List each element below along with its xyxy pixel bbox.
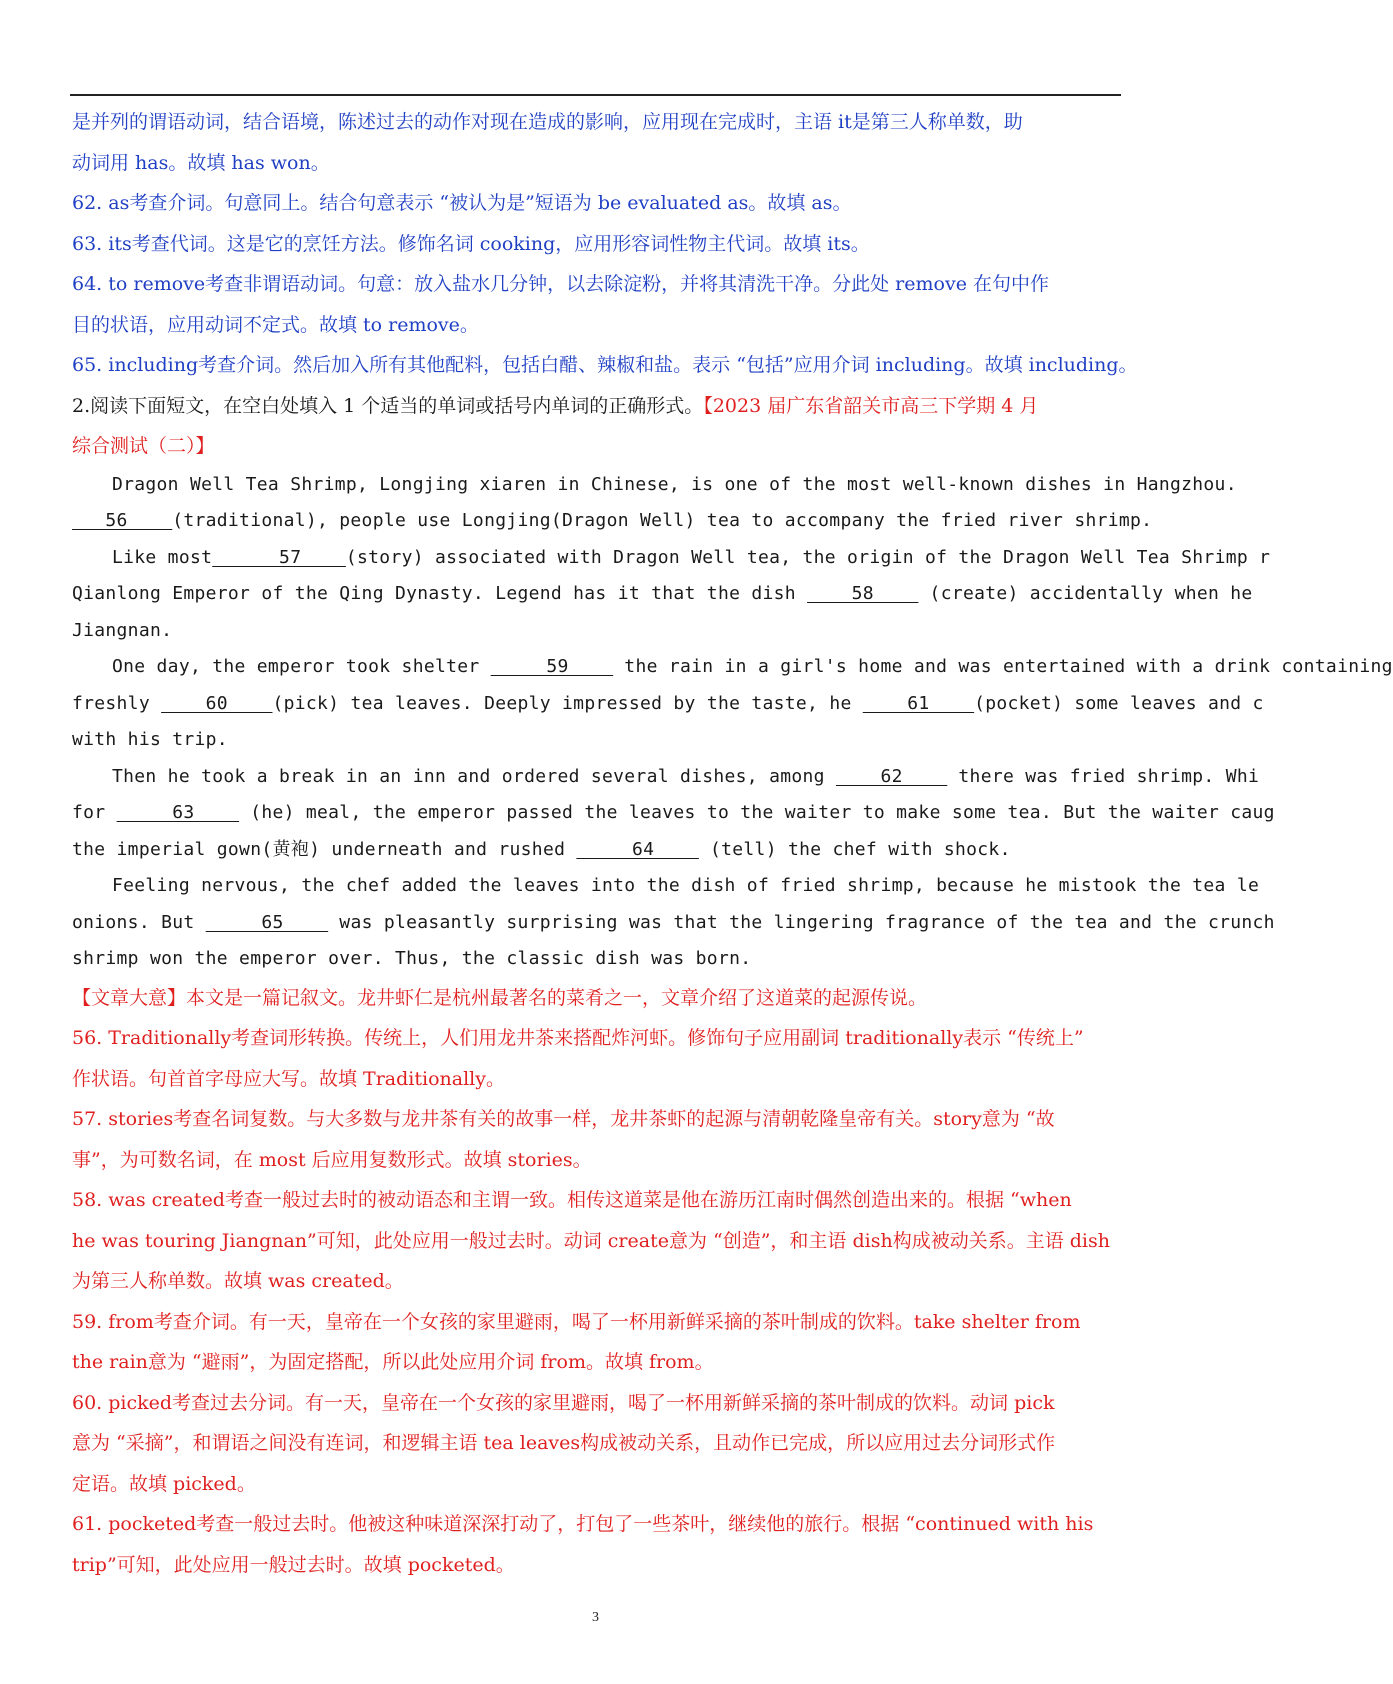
answer-line: he was touring Jiangnan”可知，此处应用一般过去时。动词 create意为 “创造”，和主语 dish构成被动关系。主语 dish bbox=[72, 1229, 1110, 1252]
answer-blank: 59 bbox=[490, 656, 614, 677]
answer-line: 是并列的谓语动词，结合语境，陈述过去的动作对现在造成的影响，应用现在完成时，主语 it是第三人称单数，助 bbox=[72, 111, 1023, 133]
passage-line bbox=[72, 686, 1264, 723]
passage-text: for bbox=[72, 802, 117, 823]
answer-blank: 65 bbox=[205, 911, 329, 933]
passage-text: shrimp won the emperor over. Thus, the classic dish was born. bbox=[72, 948, 752, 969]
document-page bbox=[72, 102, 1393, 1585]
passage-line bbox=[72, 576, 1253, 613]
passage-text: (he) meal, the emperor passed the leaves to the waiter to make some tea. But the waiter caug bbox=[239, 802, 1275, 823]
answer-line: 【文章大意】本文是一篇记叙文。龙井虾仁是杭州最著名的菜肴之一，文章介绍了这道菜的起源传说。 bbox=[72, 986, 928, 1009]
previous-answers-section bbox=[72, 102, 1191, 386]
task-source-continued: 综合测试（二）】 bbox=[72, 435, 215, 457]
answer-blank: 61 bbox=[862, 692, 975, 714]
answer-line: 事”，为可数名词，在 most 后应用复数形式。故填 stories。 bbox=[72, 1148, 592, 1171]
passage-text: the rain in a girl's home and was entertained with a drink containing bbox=[613, 656, 1393, 677]
passage-text: (tell) the chef with shock. bbox=[698, 838, 1011, 860]
passage-text: Dragon Well Tea Shrimp, Longjing xiaren in Chinese, is one of the most well-known dishes in Hangzhou. bbox=[112, 473, 1237, 495]
answer-line: 57. stories考查名词复数。与大多数与龙井茶有关的故事一样，龙井茶虾的起源与清朝乾隆皇帝有关。story意为 “故 bbox=[72, 1108, 1055, 1130]
passage-text: with his trip. bbox=[72, 729, 228, 750]
answer-blank: 64 bbox=[576, 838, 699, 860]
passage-line bbox=[72, 649, 1393, 686]
passage-text: onions. But bbox=[72, 911, 206, 933]
passage-text: Feeling nervous, the chef added the leaves into the dish of fried shrimp, because he mistook the tea le bbox=[112, 875, 1260, 896]
passage-line bbox=[72, 795, 1275, 832]
passage-text: (create) accidentally when he bbox=[918, 583, 1253, 604]
passage-line bbox=[72, 941, 1191, 978]
answer-line: 作状语。句首首字母应大写。故填 Traditionally。 bbox=[72, 1067, 505, 1090]
answer-explanations-section bbox=[72, 978, 1191, 1586]
answer-blank: 58 bbox=[807, 583, 919, 604]
passage-text: the imperial gown(黄袍) underneath and rushed bbox=[72, 838, 577, 860]
reading-passage bbox=[72, 467, 1393, 978]
answer-line: 动词用 has。故填 has won。 bbox=[72, 151, 330, 174]
page-number: 3 bbox=[592, 1610, 599, 1625]
passage-line bbox=[72, 759, 1260, 796]
passage-line bbox=[72, 467, 1237, 504]
answer-line: 60. picked考查过去分词。有一天，皇帝在一个女孩的家里避雨，喝了一杯用新鲜采摘的茶叶制成的饮料。动词 pick bbox=[72, 1391, 1055, 1414]
passage-text: (pocket) some leaves and c bbox=[974, 692, 1264, 714]
passage-text: One day, the emperor took shelter bbox=[112, 656, 491, 677]
answer-line: 63. its考查代词。这是它的烹饪方法。修饰名词 cooking，应用形容词性物主代词。故填 its。 bbox=[72, 232, 870, 255]
answer-blank: 56 bbox=[72, 510, 173, 531]
passage-line bbox=[72, 832, 1191, 869]
header-rule bbox=[70, 94, 1121, 96]
task-instruction bbox=[72, 386, 1191, 427]
passage-text: freshly bbox=[72, 692, 162, 714]
passage-line bbox=[72, 905, 1275, 942]
passage-line bbox=[72, 613, 1191, 650]
passage-text: Qianlong Emperor of the Qing Dynasty. Legend has it that the dish bbox=[72, 583, 808, 604]
passage-line bbox=[72, 540, 1271, 577]
passage-text: (story) associated with Dragon Well tea, the origin of the Dragon Well Tea Shrimp r bbox=[345, 546, 1271, 568]
answer-line: 59. from考查介词。有一天，皇帝在一个女孩的家里避雨，喝了一杯用新鲜采摘的茶叶制成的饮料。take shelter from bbox=[72, 1310, 1081, 1333]
answer-blank: 63 bbox=[116, 802, 240, 823]
passage-line bbox=[72, 722, 1191, 759]
passage-line bbox=[72, 503, 1191, 540]
passage-text: (pick) tea leaves. Deeply impressed by the taste, he bbox=[272, 692, 863, 714]
answer-line: trip”可知，此处应用一般过去时。故填 pocketed。 bbox=[72, 1553, 515, 1576]
passage-text: Jiangnan. bbox=[72, 619, 173, 641]
passage-text: Then he took a break in an inn and ordered several dishes, among bbox=[112, 765, 836, 787]
answer-blank: 60 bbox=[161, 692, 273, 714]
task-instruction-text: 2.阅读下面短文，在空白处填入 1 个适当的单词或括号内单词的正确形式。 bbox=[72, 394, 704, 417]
answer-blank: 57 bbox=[212, 546, 346, 568]
answer-line: the rain意为 “避雨”，为固定搭配，所以此处应用介词 from。故填 from。 bbox=[72, 1351, 714, 1373]
passage-text: Like most bbox=[112, 546, 213, 568]
passage-text: was pleasantly surprising was that the lingering fragrance of the tea and the crunch bbox=[328, 911, 1275, 933]
answer-line: 56. Traditionally考查词形转换。传统上，人们用龙井茶来搭配炸河虾。修饰句子应用副词 traditionally表示 “传统上” bbox=[72, 1027, 1084, 1049]
answer-blank: 62 bbox=[835, 765, 948, 787]
answer-line: 定语。故填 picked。 bbox=[72, 1472, 256, 1495]
passage-line bbox=[72, 868, 1260, 905]
answer-line: 65. including考查介词。然后加入所有其他配料，包括白醋、辣椒和盐。表示 “包括”应用介词 including。故填 including。 bbox=[72, 354, 1138, 376]
answer-line: 62. as考查介词。句意同上。结合句意表示 “被认为是”短语为 be evaluated as。故填 as。 bbox=[72, 192, 852, 214]
answer-line: 64. to remove考查非谓语动词。句意：放入盐水几分钟，以去除淀粉，并将其清洗干净。分此处 remove 在句中作 bbox=[72, 273, 1049, 295]
passage-text: (traditional), people use Longjing(Dragon Well) tea to accompany the fried river shrimp. bbox=[172, 510, 1153, 531]
task-source: 【2023 届广东省韶关市高三下学期 4 月 bbox=[703, 394, 1039, 417]
answer-line: 61. pocketed考查一般过去时。他被这种味道深深打动了，打包了一些茶叶，继续他的旅行。根据 “continued with his bbox=[72, 1513, 1094, 1535]
answer-line: 目的状语，应用动词不定式。故填 to remove。 bbox=[72, 313, 479, 336]
answer-line: 58. was created考查一般过去时的被动语态和主谓一致。相传这道菜是他在游历江南时偶然创造出来的。根据 “when bbox=[72, 1189, 1072, 1211]
answer-line: 意为 “采摘”，和谓语之间没有连词，和逻辑主语 tea leaves构成被动关系，且动作已完成，所以应用过去分词形式作 bbox=[72, 1432, 1056, 1454]
passage-text: there was fried shrimp. Whi bbox=[947, 765, 1260, 787]
answer-line: 为第三人称单数。故填 was created。 bbox=[72, 1270, 404, 1292]
